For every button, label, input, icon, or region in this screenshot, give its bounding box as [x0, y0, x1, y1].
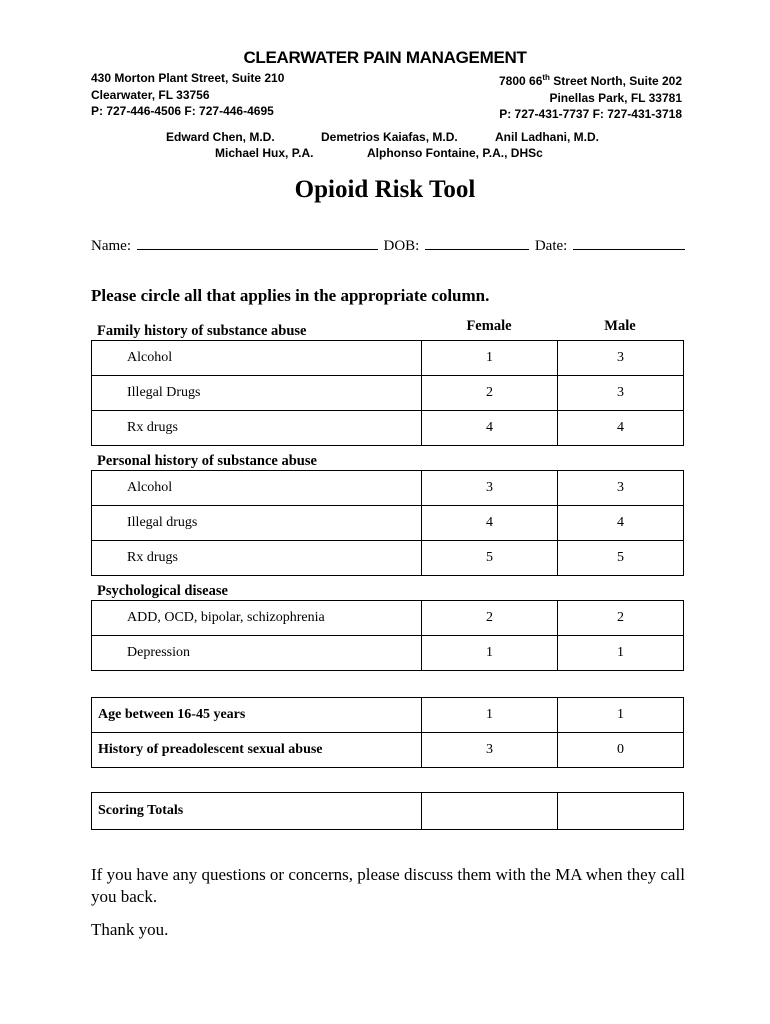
right-address	[499, 70, 682, 123]
dob-field[interactable]	[425, 236, 529, 250]
table-row	[92, 793, 684, 830]
row-label: ADD, OCD, bipolar, schizophrenia	[92, 601, 422, 636]
provider-name: Michael Hux, P.A.	[215, 146, 314, 160]
female-score[interactable]: 4	[422, 506, 558, 541]
thank-you-text: Thank you.	[91, 920, 169, 939]
date-label: Date:	[534, 238, 568, 254]
row-label: Illegal drugs	[92, 506, 422, 541]
provider-name: Edward Chen, M.D.	[166, 130, 275, 144]
org-name: CLEARWATER PAIN MANAGEMENT	[243, 48, 527, 67]
male-score[interactable]: 1	[558, 698, 684, 733]
family-history-table	[91, 340, 684, 446]
section-title-family-history: Family history of substance abuse	[97, 323, 307, 339]
provider-name: Demetrios Kaiafas, M.D.	[321, 130, 458, 144]
scoring-totals-table	[91, 792, 684, 830]
female-score[interactable]: 1	[422, 698, 558, 733]
row-label: Illegal Drugs	[92, 376, 422, 411]
male-score[interactable]: 1	[558, 636, 684, 671]
right-address-phone: P: 727-431-7737 F: 727-431-3718	[499, 107, 682, 121]
female-score[interactable]: 2	[422, 601, 558, 636]
section-title-personal-history: Personal history of substance abuse	[97, 453, 317, 469]
section-title-psychological-disease: Psychological disease	[97, 583, 228, 599]
name-field[interactable]	[137, 236, 378, 250]
male-score[interactable]: 4	[558, 411, 684, 446]
female-score[interactable]: 3	[422, 733, 558, 768]
female-score[interactable]: 3	[422, 471, 558, 506]
female-score[interactable]: 4	[422, 411, 558, 446]
table-row	[92, 411, 684, 446]
male-score[interactable]: 0	[558, 733, 684, 768]
row-label: Alcohol	[92, 341, 422, 376]
left-address-city: Clearwater, FL 33756	[91, 87, 210, 102]
male-score[interactable]: 5	[558, 541, 684, 576]
table-row	[92, 698, 684, 733]
left-address-street: 430 Morton Plant Street, Suite 210	[91, 71, 285, 85]
row-label: Alcohol	[92, 471, 422, 506]
female-score[interactable]: 5	[422, 541, 558, 576]
male-total-field[interactable]	[558, 793, 684, 830]
left-address	[91, 70, 284, 120]
dob-label: DOB:	[383, 238, 420, 254]
column-header-male: Male	[604, 318, 636, 334]
row-label: Rx drugs	[92, 411, 422, 446]
left-address-phone: P: 727-446-4506 F: 727-446-4695	[91, 104, 274, 118]
female-total-field[interactable]	[422, 793, 558, 830]
table-row	[92, 341, 684, 376]
provider-name: Alphonso Fontaine, P.A., DHSc	[367, 146, 543, 160]
male-score[interactable]: 3	[558, 341, 684, 376]
male-score[interactable]: 3	[558, 376, 684, 411]
table-row	[92, 636, 684, 671]
row-label: History of preadolescent sexual abuse	[92, 733, 422, 768]
table-row	[92, 601, 684, 636]
female-score[interactable]: 2	[422, 376, 558, 411]
form-title: Opioid Risk Tool	[294, 176, 476, 203]
table-row	[92, 376, 684, 411]
row-label: Depression	[92, 636, 422, 671]
table-row	[92, 506, 684, 541]
psychological-disease-table	[91, 600, 684, 671]
male-score[interactable]: 2	[558, 601, 684, 636]
female-score[interactable]: 1	[422, 636, 558, 671]
scoring-totals-label: Scoring Totals	[92, 793, 422, 830]
row-label: Rx drugs	[92, 541, 422, 576]
instruction-text: Please circle all that applies in the appropriate column.	[91, 286, 490, 305]
table-row	[92, 541, 684, 576]
patient-info-row	[91, 236, 687, 255]
male-score[interactable]: 3	[558, 471, 684, 506]
male-score[interactable]: 4	[558, 506, 684, 541]
row-label: Age between 16-45 years	[92, 698, 422, 733]
table-row	[92, 471, 684, 506]
table-row	[92, 733, 684, 768]
right-address-city: Pinellas Park, FL 33781	[549, 90, 682, 105]
right-address-street: 7800 66th Street North, Suite 202	[499, 73, 682, 88]
column-header-female: Female	[466, 318, 512, 334]
other-factors-table	[91, 697, 684, 768]
date-field[interactable]	[573, 236, 685, 250]
closing-note: If you have any questions or concerns, please discuss them with the MA when they call you back.	[91, 865, 685, 906]
name-label: Name:	[91, 238, 131, 254]
provider-name: Anil Ladhani, M.D.	[495, 130, 599, 144]
personal-history-table	[91, 470, 684, 576]
female-score[interactable]: 1	[422, 341, 558, 376]
